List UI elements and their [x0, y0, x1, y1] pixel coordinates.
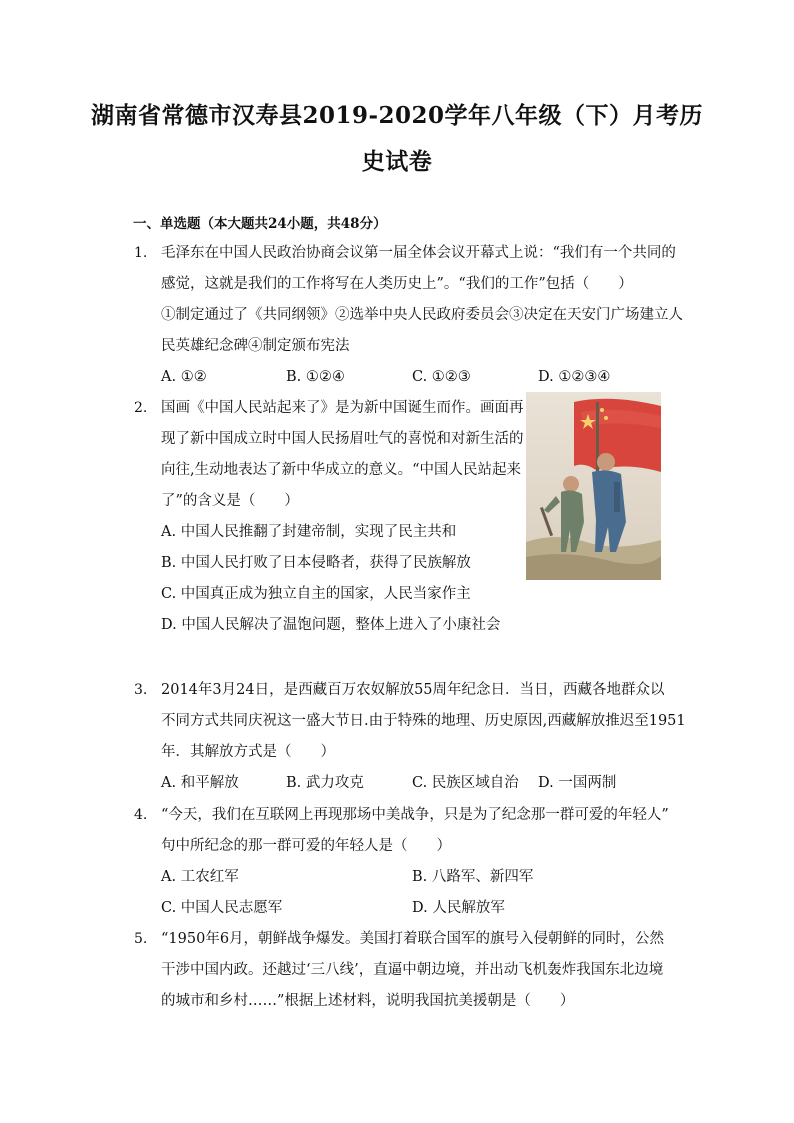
option-b: B. 中国人民打败了日本侵略者，获得了民族解放: [161, 555, 471, 571]
option-b: B. 八路军、新四军: [412, 869, 534, 885]
option-d: D. ①②③④: [538, 369, 611, 385]
option-c: C. 中国真正成为独立自主的国家，人民当家作主: [161, 586, 471, 602]
question-text-line: 2014年3月24日，是西藏百万农奴解放55周年纪念日．当日，西藏各地群众以: [161, 682, 665, 698]
option-c: C. 中国人民志愿军: [161, 900, 283, 916]
question-text-line: 向往,生动地表达了新中华成立的意义。“中国人民站起来: [161, 462, 522, 478]
option-a: A. 中国人民推翻了封建帝制，实现了民主共和: [161, 524, 457, 540]
question-number: 1.: [134, 245, 148, 261]
option-b: B. 武力攻克: [286, 775, 364, 791]
painting-china-people-stand-up: [526, 392, 661, 580]
option-b: B. ①②④: [286, 369, 345, 385]
question-number: 4.: [134, 807, 148, 823]
question-text-line: 的城市和乡村……”根据上述材料，说明我国抗美援朝是（ ）: [161, 993, 575, 1009]
question-text-line: 了”的含义是（ ）: [161, 493, 299, 509]
option-a: A. 和平解放: [161, 775, 239, 791]
question-text-line: 感觉，这就是我们的工作将写在人类历史上”。“我们的工作”包括（ ）: [161, 276, 633, 292]
question-text-line: 民英雄纪念碑④制定颁布宪法: [161, 338, 350, 354]
question-text-line: 句中所纪念的那一群可爱的年轻人是（ ）: [161, 838, 451, 854]
question-text-line: 现了新中国成立时中国人民扬眉吐气的喜悦和对新生活的: [161, 431, 524, 447]
option-c: C. 民族区域自治: [412, 775, 519, 791]
option-a: A. 工农红军: [161, 869, 239, 885]
question-text-line: 国画《中国人民站起来了》是为新中国诞生而作。画面再: [161, 400, 524, 416]
question-text-line: 毛泽东在中国人民政治协商会议第一届全体会议开幕式上说：“我们有一个共同的: [161, 245, 676, 261]
option-c: C. ①②③: [412, 369, 471, 385]
option-d: D. 一国两制: [538, 775, 617, 791]
question-number: 3.: [134, 682, 148, 698]
exam-title-line-1: 湖南省常德市汉寿县2019-2020学年八年级（下）月考历: [90, 102, 704, 129]
question-text-line: 不同方式共同庆祝这一盛大节日.由于特殊的地理、历史原因,西藏解放推迟至1951: [161, 713, 686, 729]
question-text-line: “1950年6月，朝鲜战争爆发。美国打着联合国军的旗号入侵朝鲜的同时，公然: [161, 931, 665, 947]
question-text-line: ①制定通过了《共同纲领》②选举中央人民政府委员会③决定在天安门广场建立人: [161, 307, 683, 323]
option-d: D. 人民解放军: [412, 900, 505, 916]
question-text-line: “今天，我们在互联网上再现那场中美战争，只是为了纪念那一群可爱的年轻人”: [161, 807, 669, 823]
question-text-line: 干涉中国内政。还越过‘三八线’，直逼中朝边境，并出动飞机轰炸我国东北边境: [161, 962, 664, 978]
section-heading: 一、单选题（本大题共24小题，共48分）: [133, 216, 387, 232]
question-number: 2.: [134, 400, 148, 416]
question-number: 5.: [134, 931, 148, 947]
option-d: D. 中国人民解决了温饱问题，整体上进入了小康社会: [161, 617, 501, 633]
painting-image: [526, 392, 661, 580]
option-a: A. ①②: [161, 369, 207, 385]
exam-title-line-2: 史试卷: [361, 148, 433, 175]
question-text-line: 年．其解放方式是（ ）: [161, 744, 335, 760]
